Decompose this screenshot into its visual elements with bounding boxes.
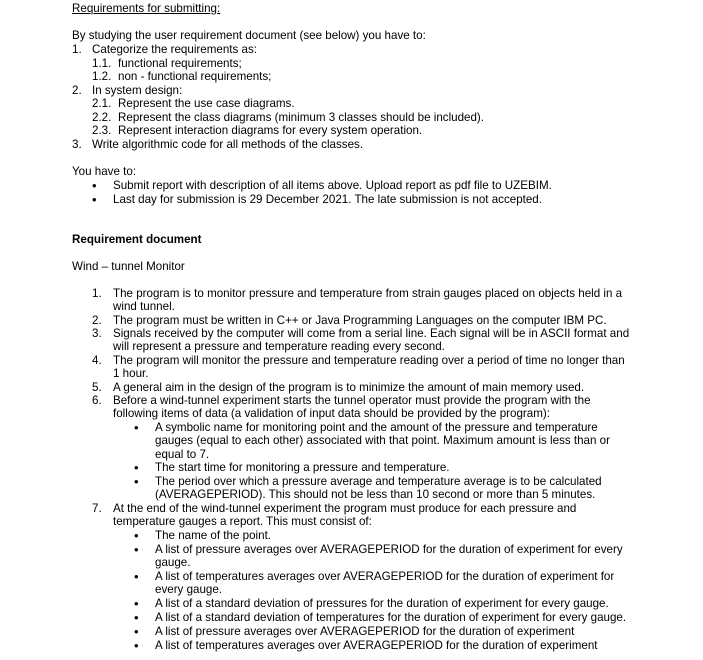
req-sub-line: equal to 7. <box>155 448 210 461</box>
req-sub-line: A list of pressure averages over AVERAGEPERIOD for the duration of experiment <box>155 625 575 638</box>
reqdoc-subtitle: Wind – tunnel Monitor <box>72 260 185 273</box>
req-sub-line: (AVERAGEPERIOD). This should not be less than 10 second or more than 5 minutes. <box>155 488 596 501</box>
req-item-num: 7. <box>92 502 102 515</box>
req-sub-line: A list of a standard deviation of pressures for the duration of experiment for every gauge. <box>155 597 609 610</box>
submit-item-num: 1.2. <box>92 70 112 83</box>
req-item-line: temperature gauges a report. This must consist of: <box>113 515 372 528</box>
req-sub-line: every gauge. <box>155 583 223 596</box>
bullet-icon: • <box>134 624 139 639</box>
req-item-num: 4. <box>92 354 102 367</box>
submit-item-text: Represent the use case diagrams. <box>118 97 295 110</box>
req-sub-line: gauges (equal to each other) associated with that point. Maximum amount is less than or <box>155 434 610 447</box>
submit-item-num: 3. <box>72 138 82 151</box>
submit-item-text: Represent interaction diagrams for every system operation. <box>118 124 423 137</box>
req-item-line: Before a wind-tunnel experiment starts the tunnel operator must provide the program with the <box>113 394 591 407</box>
req-sub-line: A list of temperatures averages over AVERAGEPERIOD for the duration of experiment <box>155 639 598 652</box>
req-item-num: 1. <box>92 287 102 300</box>
bullet-icon: • <box>134 596 139 611</box>
req-sub-line: A list of temperatures averages over AVERAGEPERIOD for the duration of experiment for <box>155 570 615 583</box>
bullet-icon: • <box>134 638 139 653</box>
submit-item-text: Write algorithmic code for all methods of the classes. <box>92 138 364 151</box>
req-sub-line: A list of pressure averages over AVERAGEPERIOD for the duration of experiment for every <box>155 543 623 556</box>
submit-item-text: Represent the class diagrams (minimum 3 classes should be included). <box>118 111 485 124</box>
submit-item-num: 2.2. <box>92 111 112 124</box>
submit-bullet-text: Submit report with description of all items above. Upload report as pdf file to UZEBIM. <box>113 179 552 192</box>
req-item-line: At the end of the wind-tunnel experiment the program must produce for each pressure and <box>113 502 577 515</box>
submit-item-text: functional requirements; <box>118 57 242 70</box>
req-sub-line: The name of the point. <box>155 529 272 542</box>
bullet-icon: • <box>134 528 139 543</box>
bullet-icon: • <box>134 460 139 475</box>
req-item-line: wind tunnel. <box>113 300 175 313</box>
req-sub-line: The period over which a pressure average and temperature average is to be calculated <box>155 475 602 488</box>
submit-item-text: Categorize the requirements as: <box>92 43 257 56</box>
submit-title: Requirements for submitting: <box>72 2 221 15</box>
req-item-line: A general aim in the design of the program is to minimize the amount of main memory used. <box>113 381 585 394</box>
req-sub-line: gauge. <box>155 556 191 569</box>
req-item-num: 6. <box>92 394 102 407</box>
submit-item-num: 1.1. <box>92 57 112 70</box>
submit-item-num: 2.1. <box>92 97 112 110</box>
req-sub-line: A symbolic name for monitoring point and the amount of the pressure and temperature <box>155 421 598 434</box>
req-sub-line: The start time for monitoring a pressure and temperature. <box>155 461 450 474</box>
req-item-line: The program will monitor the pressure and temperature reading over a period of time no longer than <box>113 354 625 367</box>
submit-bullet-text: Last day for submission is 29 December 2021. The late submission is not accepted. <box>113 193 542 206</box>
req-item-line: The program must be written in C++ or Java Programming Languages on the computer IBM PC. <box>113 314 607 327</box>
req-sub-line: A list of a standard deviation of temperatures for the duration of experiment for every gauge. <box>155 611 627 624</box>
you-have-to-label: You have to: <box>72 165 137 178</box>
bullet-icon: • <box>134 610 139 625</box>
bullet-icon: • <box>134 420 139 435</box>
req-item-line: The program is to monitor pressure and temperature from strain gauges placed on objects held in a <box>113 287 623 300</box>
bullet-icon: • <box>134 542 139 557</box>
req-item-line: will represent a pressure and temperature reading every second. <box>113 340 445 353</box>
req-item-line: Signals received by the computer will come from a serial line. Each signal will be in ASCII format and <box>113 327 630 340</box>
submit-item-num: 2. <box>72 84 82 97</box>
req-item-num: 5. <box>92 381 102 394</box>
submit-item-num: 2.3. <box>92 124 112 137</box>
req-item-num: 3. <box>92 327 102 340</box>
req-item-num: 2. <box>92 314 102 327</box>
submit-intro: By studying the user requirement document (see below) you have to: <box>72 29 426 42</box>
submit-item-text: non - functional requirements; <box>118 70 272 83</box>
reqdoc-title: Requirement document <box>72 233 202 246</box>
req-item-line: following items of data (a validation of input data should be provided by the program): <box>113 407 550 420</box>
bullet-icon: • <box>134 569 139 584</box>
req-item-line: 1 hour. <box>113 367 149 380</box>
bullet-icon: • <box>92 178 97 193</box>
bullet-icon: • <box>92 192 97 207</box>
bullet-icon: • <box>134 474 139 489</box>
submit-item-num: 1. <box>72 43 82 56</box>
submit-item-text: In system design: <box>92 84 183 97</box>
